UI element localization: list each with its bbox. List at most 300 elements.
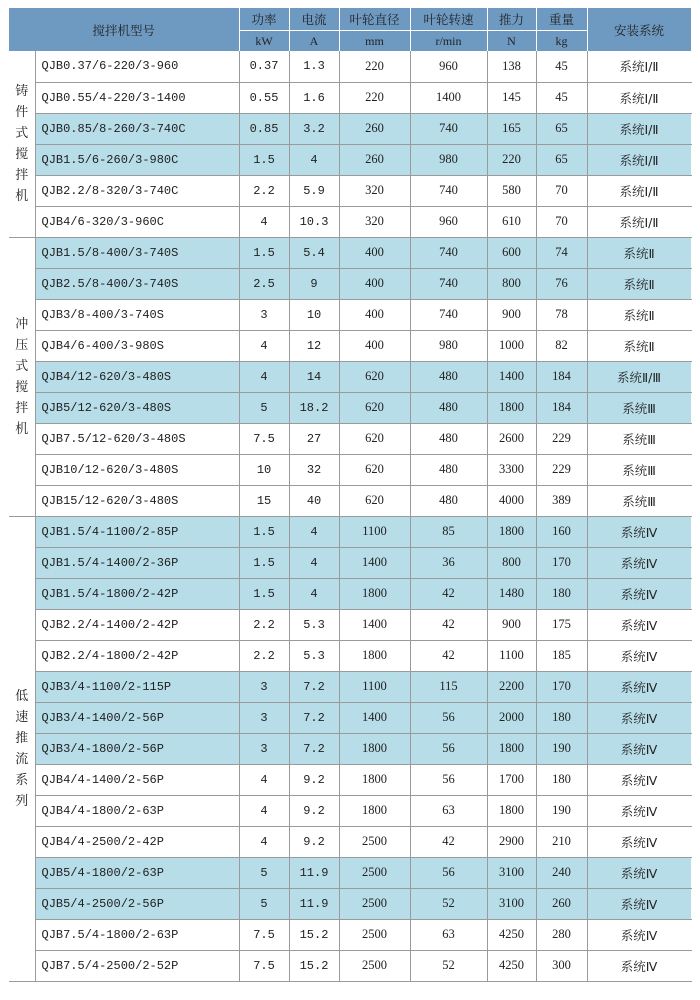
cell-model: QJB5/12-620/3-480S — [35, 392, 239, 423]
cell-model: QJB4/4-1800/2-63P — [35, 795, 239, 826]
cell-current: 18.2 — [289, 392, 339, 423]
cell-speed: 480 — [410, 361, 487, 392]
cell-model: QJB10/12-620/3-480S — [35, 454, 239, 485]
cell-power: 1.5 — [239, 237, 289, 268]
cell-model: QJB3/4-1400/2-56P — [35, 702, 239, 733]
header-model: 搅拌机型号 — [9, 8, 239, 51]
table-row — [9, 733, 691, 764]
table-row — [9, 361, 691, 392]
cell-thrust: 1480 — [487, 578, 536, 609]
cell-thrust: 138 — [487, 51, 536, 82]
header-system: 安装系统 — [587, 8, 691, 51]
cell-model: QJB7.5/12-620/3-480S — [35, 423, 239, 454]
cell-power: 2.2 — [239, 175, 289, 206]
cell-thrust: 900 — [487, 609, 536, 640]
cell-system: 系统Ⅳ — [587, 578, 691, 609]
cell-system: 系统Ⅱ — [587, 299, 691, 330]
cell-thrust: 2200 — [487, 671, 536, 702]
cell-model: QJB1.5/6-260/3-980C — [35, 144, 239, 175]
cell-current: 4 — [289, 144, 339, 175]
cell-weight: 45 — [536, 51, 587, 82]
cell-thrust: 2000 — [487, 702, 536, 733]
cell-speed: 740 — [410, 237, 487, 268]
cell-system: 系统Ⅳ — [587, 733, 691, 764]
table-row — [9, 826, 691, 857]
cell-model: QJB7.5/4-1800/2-63P — [35, 919, 239, 950]
cell-diameter: 2500 — [339, 826, 410, 857]
header-speed: 叶轮转速 — [410, 8, 487, 31]
cell-speed: 115 — [410, 671, 487, 702]
table-body — [9, 51, 691, 981]
cell-system: 系统Ⅳ — [587, 826, 691, 857]
table-row — [9, 950, 691, 981]
cell-diameter: 1400 — [339, 609, 410, 640]
group-label-char: 列 — [15, 793, 29, 809]
cell-diameter: 400 — [339, 330, 410, 361]
cell-model: QJB2.2/4-1400/2-42P — [35, 609, 239, 640]
cell-weight: 184 — [536, 361, 587, 392]
cell-power: 2.2 — [239, 609, 289, 640]
cell-current: 1.3 — [289, 51, 339, 82]
cell-weight: 185 — [536, 640, 587, 671]
cell-weight: 280 — [536, 919, 587, 950]
cell-power: 4 — [239, 826, 289, 857]
group-label-char: 推 — [15, 730, 29, 746]
cell-system: 系统Ⅳ — [587, 702, 691, 733]
cell-thrust: 1100 — [487, 640, 536, 671]
cell-speed: 63 — [410, 795, 487, 826]
cell-speed: 42 — [410, 826, 487, 857]
table-row — [9, 454, 691, 485]
cell-current: 1.6 — [289, 82, 339, 113]
cell-weight: 389 — [536, 485, 587, 516]
cell-weight: 170 — [536, 547, 587, 578]
cell-current: 15.2 — [289, 950, 339, 981]
group-label — [9, 237, 35, 516]
cell-model: QJB0.37/6-220/3-960 — [35, 51, 239, 82]
group-label — [9, 51, 35, 237]
cell-model: QJB4/6-320/3-960C — [35, 206, 239, 237]
cell-diameter: 1800 — [339, 795, 410, 826]
header-diameter: 叶轮直径 — [339, 8, 410, 31]
cell-thrust: 4250 — [487, 919, 536, 950]
cell-weight: 65 — [536, 113, 587, 144]
cell-diameter: 620 — [339, 392, 410, 423]
cell-speed: 85 — [410, 516, 487, 547]
cell-speed: 52 — [410, 950, 487, 981]
cell-current: 4 — [289, 578, 339, 609]
cell-weight: 210 — [536, 826, 587, 857]
table-row — [9, 485, 691, 516]
cell-thrust: 220 — [487, 144, 536, 175]
header-power: 功率 — [239, 8, 289, 31]
cell-power: 1.5 — [239, 547, 289, 578]
cell-power: 5 — [239, 888, 289, 919]
group-label-char: 铸 — [15, 83, 29, 99]
cell-weight: 170 — [536, 671, 587, 702]
cell-speed: 480 — [410, 485, 487, 516]
cell-power: 5 — [239, 857, 289, 888]
cell-power: 5 — [239, 392, 289, 423]
cell-speed: 42 — [410, 609, 487, 640]
cell-thrust: 3100 — [487, 857, 536, 888]
table-row — [9, 857, 691, 888]
cell-model: QJB7.5/4-2500/2-52P — [35, 950, 239, 981]
cell-model: QJB0.85/8-260/3-740C — [35, 113, 239, 144]
cell-power: 3 — [239, 702, 289, 733]
cell-thrust: 610 — [487, 206, 536, 237]
cell-diameter: 1100 — [339, 671, 410, 702]
group-label-char: 搅 — [15, 146, 29, 162]
cell-weight: 229 — [536, 454, 587, 485]
cell-weight: 229 — [536, 423, 587, 454]
cell-speed: 480 — [410, 392, 487, 423]
cell-weight: 65 — [536, 144, 587, 175]
table-row — [9, 764, 691, 795]
cell-model: QJB4/6-400/3-980S — [35, 330, 239, 361]
cell-current: 5.3 — [289, 609, 339, 640]
cell-system: 系统Ⅳ — [587, 764, 691, 795]
cell-model: QJB1.5/4-1800/2-42P — [35, 578, 239, 609]
header-speed-unit: r/min — [410, 31, 487, 52]
cell-system: 系统Ⅱ — [587, 330, 691, 361]
cell-system: 系统Ⅰ/Ⅱ — [587, 206, 691, 237]
cell-system: 系统Ⅱ/Ⅲ — [587, 361, 691, 392]
cell-current: 7.2 — [289, 702, 339, 733]
cell-diameter: 1100 — [339, 516, 410, 547]
header-thrust-unit: N — [487, 31, 536, 52]
table-row — [9, 113, 691, 144]
cell-thrust: 1000 — [487, 330, 536, 361]
group-label-char: 系 — [15, 772, 29, 788]
cell-weight: 240 — [536, 857, 587, 888]
cell-weight: 74 — [536, 237, 587, 268]
cell-system: 系统Ⅳ — [587, 888, 691, 919]
cell-thrust: 1800 — [487, 733, 536, 764]
table-row — [9, 82, 691, 113]
cell-thrust: 1400 — [487, 361, 536, 392]
cell-current: 10.3 — [289, 206, 339, 237]
cell-thrust: 600 — [487, 237, 536, 268]
cell-model: QJB1.5/4-1400/2-36P — [35, 547, 239, 578]
cell-thrust: 3100 — [487, 888, 536, 919]
cell-power: 10 — [239, 454, 289, 485]
cell-power: 1.5 — [239, 578, 289, 609]
cell-thrust: 1800 — [487, 516, 536, 547]
cell-model: QJB1.5/4-1100/2-85P — [35, 516, 239, 547]
cell-power: 4 — [239, 206, 289, 237]
cell-power: 0.37 — [239, 51, 289, 82]
cell-current: 40 — [289, 485, 339, 516]
table-row — [9, 144, 691, 175]
cell-weight: 70 — [536, 175, 587, 206]
cell-diameter: 1400 — [339, 702, 410, 733]
group-label-char: 拌 — [15, 167, 29, 183]
cell-weight: 180 — [536, 702, 587, 733]
cell-system: 系统Ⅳ — [587, 919, 691, 950]
cell-current: 5.4 — [289, 237, 339, 268]
table-row — [9, 51, 691, 82]
group-label-char: 机 — [15, 421, 29, 437]
cell-system: 系统Ⅰ/Ⅱ — [587, 113, 691, 144]
cell-speed: 980 — [410, 144, 487, 175]
table-row — [9, 671, 691, 702]
cell-model: QJB0.55/4-220/3-1400 — [35, 82, 239, 113]
cell-diameter: 1800 — [339, 733, 410, 764]
cell-speed: 480 — [410, 423, 487, 454]
cell-system: 系统Ⅳ — [587, 671, 691, 702]
cell-model: QJB2.5/8-400/3-740S — [35, 268, 239, 299]
cell-system: 系统Ⅳ — [587, 795, 691, 826]
cell-current: 10 — [289, 299, 339, 330]
cell-speed: 740 — [410, 268, 487, 299]
cell-speed: 1400 — [410, 82, 487, 113]
group-label-char: 拌 — [15, 400, 29, 416]
cell-current: 4 — [289, 547, 339, 578]
cell-thrust: 2900 — [487, 826, 536, 857]
group-label-char: 件 — [15, 104, 29, 120]
cell-weight: 260 — [536, 888, 587, 919]
cell-power: 0.85 — [239, 113, 289, 144]
header-current-unit: A — [289, 31, 339, 52]
cell-thrust: 145 — [487, 82, 536, 113]
cell-diameter: 220 — [339, 51, 410, 82]
cell-system: 系统Ⅳ — [587, 609, 691, 640]
cell-current: 9.2 — [289, 826, 339, 857]
cell-model: QJB5/4-1800/2-63P — [35, 857, 239, 888]
cell-weight: 190 — [536, 733, 587, 764]
header-power-unit: kW — [239, 31, 289, 52]
cell-current: 27 — [289, 423, 339, 454]
cell-thrust: 580 — [487, 175, 536, 206]
cell-power: 3 — [239, 671, 289, 702]
cell-power: 4 — [239, 764, 289, 795]
cell-thrust: 2600 — [487, 423, 536, 454]
cell-power: 2.5 — [239, 268, 289, 299]
table-row — [9, 299, 691, 330]
cell-speed: 52 — [410, 888, 487, 919]
cell-current: 7.2 — [289, 671, 339, 702]
cell-thrust: 1800 — [487, 795, 536, 826]
cell-power: 7.5 — [239, 950, 289, 981]
cell-model: QJB3/4-1100/2-115P — [35, 671, 239, 702]
cell-current: 5.3 — [289, 640, 339, 671]
cell-power: 4 — [239, 330, 289, 361]
cell-model: QJB1.5/8-400/3-740S — [35, 237, 239, 268]
cell-diameter: 1800 — [339, 640, 410, 671]
cell-model: QJB2.2/8-320/3-740C — [35, 175, 239, 206]
cell-speed: 42 — [410, 640, 487, 671]
cell-power: 3 — [239, 733, 289, 764]
cell-current: 7.2 — [289, 733, 339, 764]
cell-speed: 960 — [410, 206, 487, 237]
cell-power: 4 — [239, 361, 289, 392]
cell-system: 系统Ⅳ — [587, 950, 691, 981]
table-row — [9, 702, 691, 733]
table-row — [9, 888, 691, 919]
cell-speed: 480 — [410, 454, 487, 485]
cell-system: 系统Ⅳ — [587, 547, 691, 578]
cell-speed: 740 — [410, 299, 487, 330]
table-header — [9, 8, 691, 51]
cell-speed: 56 — [410, 702, 487, 733]
cell-diameter: 400 — [339, 237, 410, 268]
cell-model: QJB4/12-620/3-480S — [35, 361, 239, 392]
mixer-spec-table — [9, 8, 692, 982]
header-current: 电流 — [289, 8, 339, 31]
group-label-char: 式 — [15, 358, 29, 374]
group-label-char: 冲 — [15, 316, 29, 332]
cell-model: QJB4/4-1400/2-56P — [35, 764, 239, 795]
cell-system: 系统Ⅰ/Ⅱ — [587, 51, 691, 82]
cell-system: 系统Ⅲ — [587, 423, 691, 454]
cell-diameter: 400 — [339, 299, 410, 330]
cell-system: 系统Ⅳ — [587, 640, 691, 671]
cell-speed: 740 — [410, 113, 487, 144]
cell-diameter: 2500 — [339, 888, 410, 919]
cell-model: QJB15/12-620/3-480S — [35, 485, 239, 516]
cell-thrust: 165 — [487, 113, 536, 144]
cell-diameter: 260 — [339, 113, 410, 144]
cell-model: QJB5/4-2500/2-56P — [35, 888, 239, 919]
table-row — [9, 175, 691, 206]
table-row — [9, 516, 691, 547]
header-thrust: 推力 — [487, 8, 536, 31]
table-row — [9, 423, 691, 454]
cell-thrust: 800 — [487, 268, 536, 299]
cell-power: 2.2 — [239, 640, 289, 671]
cell-model: QJB3/4-1800/2-56P — [35, 733, 239, 764]
cell-speed: 960 — [410, 51, 487, 82]
cell-thrust: 3300 — [487, 454, 536, 485]
cell-weight: 45 — [536, 82, 587, 113]
cell-diameter: 1800 — [339, 764, 410, 795]
cell-diameter: 1400 — [339, 547, 410, 578]
cell-power: 3 — [239, 299, 289, 330]
table-row — [9, 237, 691, 268]
cell-diameter: 620 — [339, 361, 410, 392]
cell-weight: 300 — [536, 950, 587, 981]
cell-speed: 36 — [410, 547, 487, 578]
cell-current: 3.2 — [289, 113, 339, 144]
group-label-char: 速 — [15, 709, 29, 725]
cell-thrust: 4000 — [487, 485, 536, 516]
cell-diameter: 2500 — [339, 950, 410, 981]
cell-weight: 190 — [536, 795, 587, 826]
cell-diameter: 2500 — [339, 919, 410, 950]
cell-power: 4 — [239, 795, 289, 826]
cell-weight: 160 — [536, 516, 587, 547]
cell-diameter: 2500 — [339, 857, 410, 888]
cell-weight: 78 — [536, 299, 587, 330]
cell-system: 系统Ⅳ — [587, 857, 691, 888]
cell-system: 系统Ⅲ — [587, 392, 691, 423]
cell-current: 14 — [289, 361, 339, 392]
table-row — [9, 547, 691, 578]
cell-speed: 56 — [410, 857, 487, 888]
cell-current: 11.9 — [289, 888, 339, 919]
cell-current: 9.2 — [289, 795, 339, 826]
cell-power: 0.55 — [239, 82, 289, 113]
cell-system: 系统Ⅲ — [587, 485, 691, 516]
cell-diameter: 260 — [339, 144, 410, 175]
table-row — [9, 392, 691, 423]
cell-system: 系统Ⅱ — [587, 237, 691, 268]
table-row — [9, 609, 691, 640]
cell-speed: 980 — [410, 330, 487, 361]
cell-thrust: 1700 — [487, 764, 536, 795]
table-row — [9, 268, 691, 299]
header-weight-unit: kg — [536, 31, 587, 52]
cell-weight: 184 — [536, 392, 587, 423]
cell-system: 系统Ⅰ/Ⅱ — [587, 144, 691, 175]
cell-speed: 56 — [410, 733, 487, 764]
cell-model: QJB2.2/4-1800/2-42P — [35, 640, 239, 671]
cell-current: 4 — [289, 516, 339, 547]
cell-power: 7.5 — [239, 423, 289, 454]
cell-current: 15.2 — [289, 919, 339, 950]
cell-weight: 180 — [536, 578, 587, 609]
table-row — [9, 578, 691, 609]
cell-current: 11.9 — [289, 857, 339, 888]
mixer-spec-table-wrapper — [9, 8, 691, 982]
cell-current: 32 — [289, 454, 339, 485]
cell-power: 1.5 — [239, 516, 289, 547]
header-weight: 重量 — [536, 8, 587, 31]
table-row — [9, 919, 691, 950]
cell-diameter: 220 — [339, 82, 410, 113]
cell-diameter: 400 — [339, 268, 410, 299]
cell-weight: 180 — [536, 764, 587, 795]
header-diameter-unit: mm — [339, 31, 410, 52]
group-label-char: 低 — [15, 688, 29, 704]
cell-diameter: 620 — [339, 485, 410, 516]
cell-weight: 76 — [536, 268, 587, 299]
cell-model: QJB3/8-400/3-740S — [35, 299, 239, 330]
cell-current: 12 — [289, 330, 339, 361]
cell-speed: 740 — [410, 175, 487, 206]
cell-thrust: 900 — [487, 299, 536, 330]
cell-power: 7.5 — [239, 919, 289, 950]
group-label-char: 式 — [15, 125, 29, 141]
cell-system: 系统Ⅰ/Ⅱ — [587, 175, 691, 206]
cell-current: 5.9 — [289, 175, 339, 206]
cell-speed: 42 — [410, 578, 487, 609]
cell-weight: 175 — [536, 609, 587, 640]
cell-system: 系统Ⅱ — [587, 268, 691, 299]
cell-weight: 82 — [536, 330, 587, 361]
cell-system: 系统Ⅲ — [587, 454, 691, 485]
cell-diameter: 320 — [339, 206, 410, 237]
cell-weight: 70 — [536, 206, 587, 237]
cell-speed: 63 — [410, 919, 487, 950]
cell-power: 1.5 — [239, 144, 289, 175]
cell-system: 系统Ⅳ — [587, 516, 691, 547]
table-row — [9, 330, 691, 361]
cell-diameter: 320 — [339, 175, 410, 206]
group-label — [9, 516, 35, 981]
cell-diameter: 620 — [339, 454, 410, 485]
group-label-char: 压 — [15, 337, 29, 353]
cell-model: QJB4/4-2500/2-42P — [35, 826, 239, 857]
cell-system: 系统Ⅰ/Ⅱ — [587, 82, 691, 113]
group-label-char: 流 — [15, 751, 29, 767]
cell-thrust: 4250 — [487, 950, 536, 981]
group-label-char: 机 — [15, 188, 29, 204]
cell-thrust: 1800 — [487, 392, 536, 423]
cell-diameter: 620 — [339, 423, 410, 454]
group-label-char: 搅 — [15, 379, 29, 395]
